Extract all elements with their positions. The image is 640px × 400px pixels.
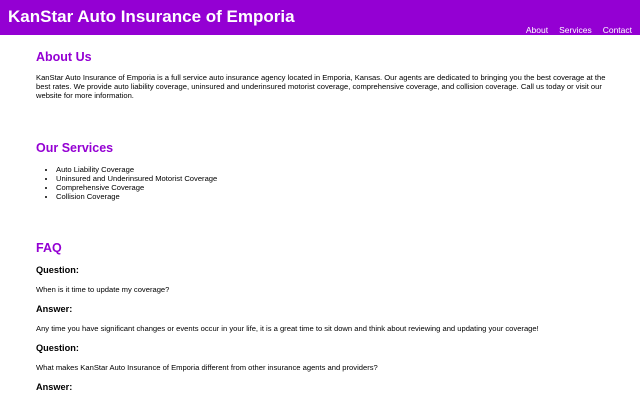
faq-question-text: What makes KanStar Auto Insurance of Emporia different from other insurance agents and providers? [36, 363, 378, 372]
faq-question-text: When is it time to update my coverage? [36, 285, 170, 294]
site-header [0, 0, 640, 35]
services-list [36, 165, 217, 201]
faq-answer-label: Answer: [36, 304, 73, 314]
about-heading: About Us [36, 50, 92, 64]
faq-heading: FAQ [36, 241, 62, 255]
nav-link-about[interactable]: About [525, 25, 549, 35]
main-nav [526, 25, 632, 36]
service-item-comprehensive: • Comprehensive Coverage [56, 183, 217, 192]
nav-link-contact[interactable]: Contact [602, 25, 632, 35]
about-text: KanStar Auto Insurance of Emporia is a full service auto insurance agency located in Emporia, Kansas. Our agents are dedicated to bringing you the best coverage at the best rates. We provide auto liability coverage, uninsured and underinsured motorist coverage, comprehensive coverage, and collision coverage. Call us today or visit our website for more information. [36, 73, 606, 100]
faq-question-label: Question: [36, 265, 79, 275]
faq-question-label: Question: [36, 343, 79, 353]
service-item-auto-liability: • Auto Liability Coverage [56, 165, 217, 174]
faq-answer-text: Any time you have significant changes or events occur in your life, it is a great time to sit down and think about reviewing and updating your coverage! [36, 324, 539, 333]
service-item-uninsured-motorist: • Uninsured and Underinsured Motorist Coverage [56, 174, 217, 183]
site-title: KanStar Auto Insurance of Emporia [8, 7, 295, 26]
faq-answer-label: Answer: [36, 382, 73, 392]
service-item-collision: • Collision Coverage [56, 192, 217, 201]
nav-link-services[interactable]: Services [559, 25, 592, 35]
services-heading: Our Services [36, 141, 114, 155]
